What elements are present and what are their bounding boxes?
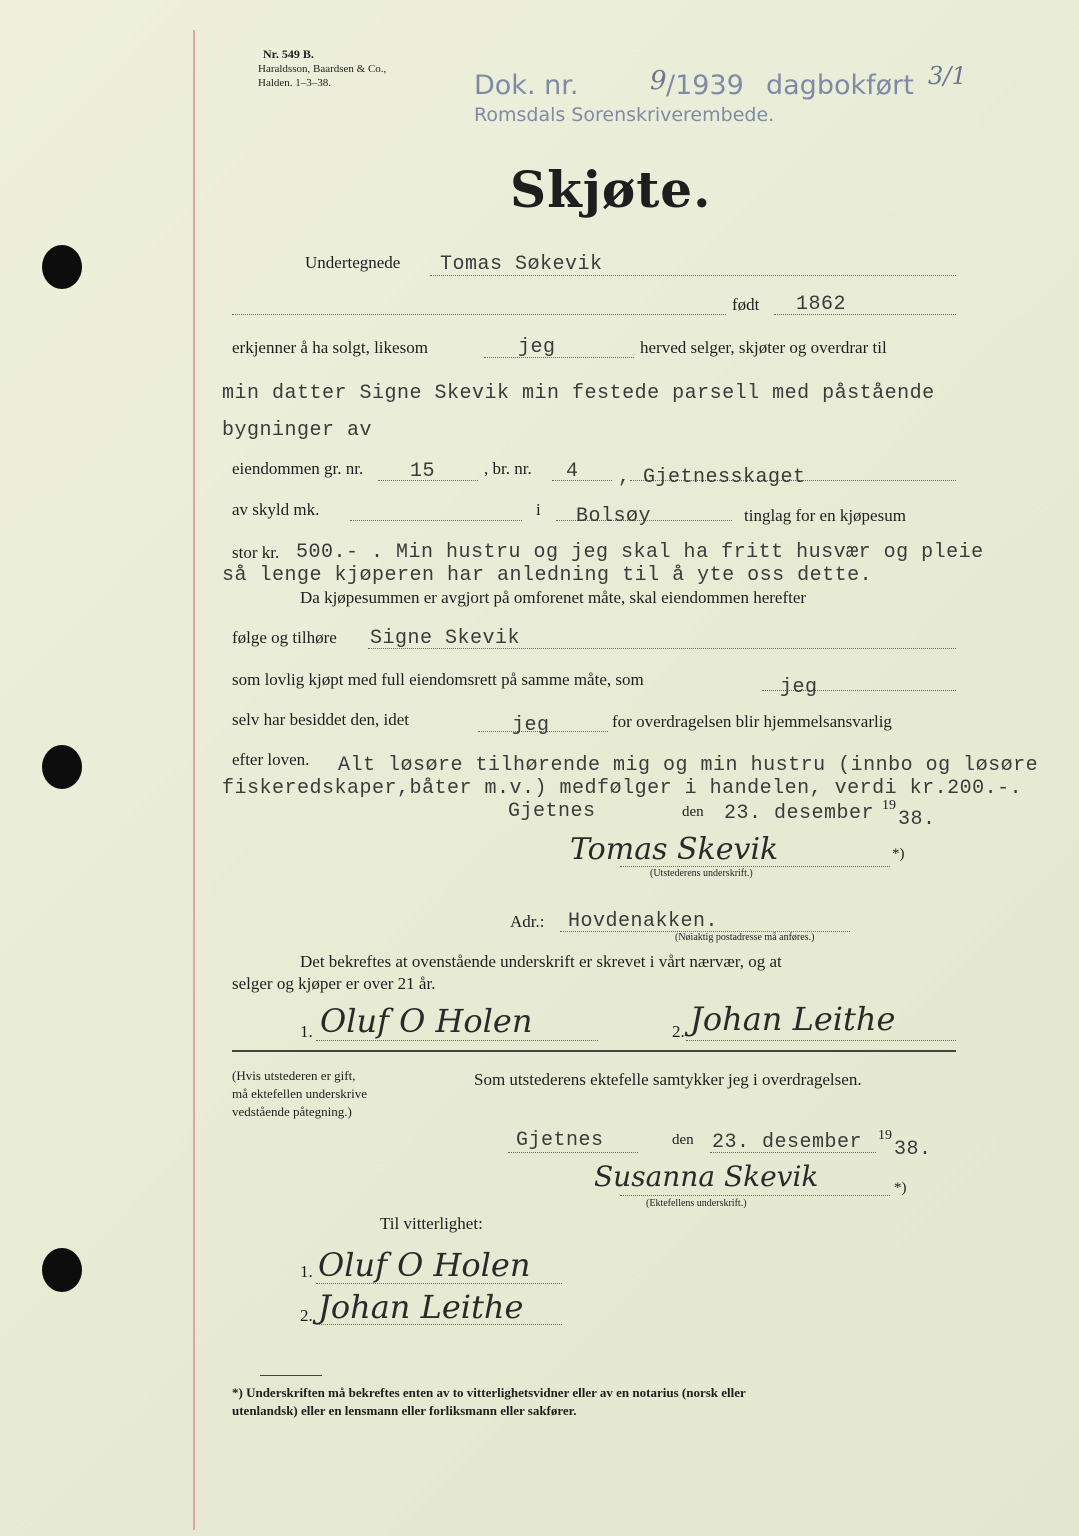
buyer-name: Signe Skevik <box>370 627 521 650</box>
spouse-caption: (Ektefellens underskrift.) <box>646 1198 747 1209</box>
date: 23. desember <box>724 802 875 825</box>
dotted-line <box>316 1283 562 1284</box>
signature-caption: (Utstederens underskrift.) <box>650 868 753 879</box>
spouse-date: 23. desember <box>712 1131 863 1154</box>
dotted-line <box>620 1195 890 1196</box>
dotted-line <box>232 314 726 315</box>
acknowledge-text: erkjenner å ha solgt, likesom <box>232 338 428 357</box>
pronoun: jeg <box>518 336 556 359</box>
dotted-line <box>686 1040 956 1041</box>
address-value: Hovdenakken. <box>568 910 719 933</box>
seller-name: Tomas Søkevik <box>440 253 603 276</box>
margin-line <box>193 30 195 1530</box>
footnote-rule <box>260 1375 322 1376</box>
municipality: Bolsøy <box>576 505 652 528</box>
warrant-text: for overdragelsen blir hjemmelsansvarlig <box>612 712 892 731</box>
herved-text: herved selger, skjøter og overdrar til <box>640 338 887 357</box>
tinglag-text: tinglag for en kjøpesum <box>744 506 906 525</box>
seller-label: Undertegnede <box>305 253 401 272</box>
witness1-signature: Oluf O Holen <box>320 1002 533 1040</box>
price-line1: 500.- . Min hustru og jeg skal ha fritt husvær og pleie <box>296 541 984 564</box>
spouse-note-line2: må ektefellen underskrive <box>232 1086 367 1101</box>
footnote-line2: utenlandsk) eller en lensmann eller forliksmann eller sakfører. <box>232 1403 577 1418</box>
witness1-num: 1. <box>300 1022 313 1041</box>
br-label: , br. nr. <box>484 459 532 478</box>
year-suffix: 38. <box>898 808 936 831</box>
dotted-line <box>508 1152 638 1153</box>
i-label: i <box>536 500 541 519</box>
spouse-note-line1: (Hvis utstederen er gift, <box>232 1068 356 1083</box>
price-label: stor kr. <box>232 543 280 562</box>
address-label: Adr.: <box>510 912 545 931</box>
vitne1-signature: Oluf O Holen <box>318 1246 531 1284</box>
stamp-year: /1939 <box>666 70 744 101</box>
seller-signature: Tomas Skevik <box>570 832 779 867</box>
spouse-year-prefix: 19 <box>878 1128 892 1143</box>
dotted-line <box>350 520 522 521</box>
punch-hole <box>42 245 82 289</box>
publisher: Haraldsson, Baardsen & Co., <box>258 63 387 75</box>
stamp-dok-label: Dok. nr. <box>474 70 579 101</box>
stamp-office: Romsdals Sorenskriverembede. <box>474 104 775 126</box>
price-line2: så lenge kjøperen har anledning til å yte oss dette. <box>222 564 873 587</box>
page-title: Skjøte. <box>510 160 712 219</box>
signature-mark: *) <box>892 846 905 862</box>
certification-line1: Det bekreftes at ovenstående underskrift er skrevet i vårt nærvær, og at <box>300 952 782 971</box>
after-law: efter loven. <box>232 750 310 769</box>
extra-line1: Alt løsøre tilhørende mig og min hustru (innbo og løsøre <box>338 754 1039 777</box>
form-number: Nr. 549 B. <box>263 47 314 61</box>
spouse-signature: Susanna Skevik <box>594 1160 819 1193</box>
publisher-place: Halden. 1–3–38. <box>258 77 332 89</box>
gr-nr: 15 <box>410 460 436 483</box>
lawful-text: som lovlig kjøpt med full eiendomsrett på samme måte, som <box>232 670 644 689</box>
recipient-line1: min datter Signe Skevik min festede parsell med påstående <box>222 382 935 405</box>
address-caption: (Nøiaktig postadresse må anføres.) <box>675 932 815 943</box>
punch-hole <box>42 1248 82 1292</box>
recipient-line2: bygninger av <box>222 419 373 442</box>
dotted-line <box>484 357 634 358</box>
dotted-line <box>710 1152 876 1153</box>
dotted-line <box>552 480 612 481</box>
agreed-text: Da kjøpesummen er avgjort på omforenet måte, skal eiendommen herefter <box>300 588 807 607</box>
certification-line2: selger og kjøper er over 21 år. <box>232 974 436 993</box>
belong-label: følge og tilhøre <box>232 628 337 647</box>
spouse-year-suffix: 38. <box>894 1138 932 1161</box>
extra-line2: fiskeredskaper,båter m.v.) medfølger i handelen, verdi kr.200.-. <box>222 777 1023 800</box>
property-name: , Gjetnesskaget <box>618 466 806 489</box>
born-year: 1862 <box>796 293 847 316</box>
br-nr: 4 <box>566 460 579 483</box>
den-label: den <box>682 804 704 820</box>
dotted-line <box>620 866 890 867</box>
stamp-dagbokfort-label: dagbokført <box>766 70 914 101</box>
footnote-line1: *) Underskriften må bekreftes enten av to vitterlighetsvidner eller av en notarius (norsk eller <box>232 1385 746 1400</box>
vitne2-signature: Johan Leithe <box>318 1288 524 1326</box>
property-label: eiendommen gr. nr. <box>232 459 364 478</box>
witness2-num: 2. <box>672 1022 685 1041</box>
spouse-den-label: den <box>672 1132 694 1148</box>
year-prefix: 19 <box>882 798 896 813</box>
vitne2-num: 2. <box>300 1306 313 1325</box>
spouse-place: Gjetnes <box>516 1129 604 1152</box>
vitne1-num: 1. <box>300 1262 313 1281</box>
place: Gjetnes <box>508 800 596 823</box>
pronoun2: jeg <box>780 676 818 699</box>
dotted-line <box>316 1324 562 1325</box>
witness-heading: Til vitterlighet: <box>380 1214 483 1233</box>
spouse-mark: *) <box>894 1180 907 1196</box>
skyld-label: av skyld mk. <box>232 500 320 519</box>
spouse-note-line3: vedstående påtegning.) <box>232 1104 352 1119</box>
dotted-line <box>316 1040 598 1041</box>
punch-hole <box>42 745 82 789</box>
pronoun3: jeg <box>512 714 550 737</box>
possessed-text: selv har besiddet den, idet <box>232 710 410 729</box>
divider <box>232 1050 956 1052</box>
born-label: født <box>732 295 760 314</box>
stamp-doc-number: 9 <box>650 66 667 96</box>
spouse-consent: Som utstederens ektefelle samtykker jeg i overdragelsen. <box>474 1070 862 1089</box>
witness2-signature: Johan Leithe <box>690 1000 896 1038</box>
stamp-dagbokfort-date: 3/1 <box>928 62 967 90</box>
